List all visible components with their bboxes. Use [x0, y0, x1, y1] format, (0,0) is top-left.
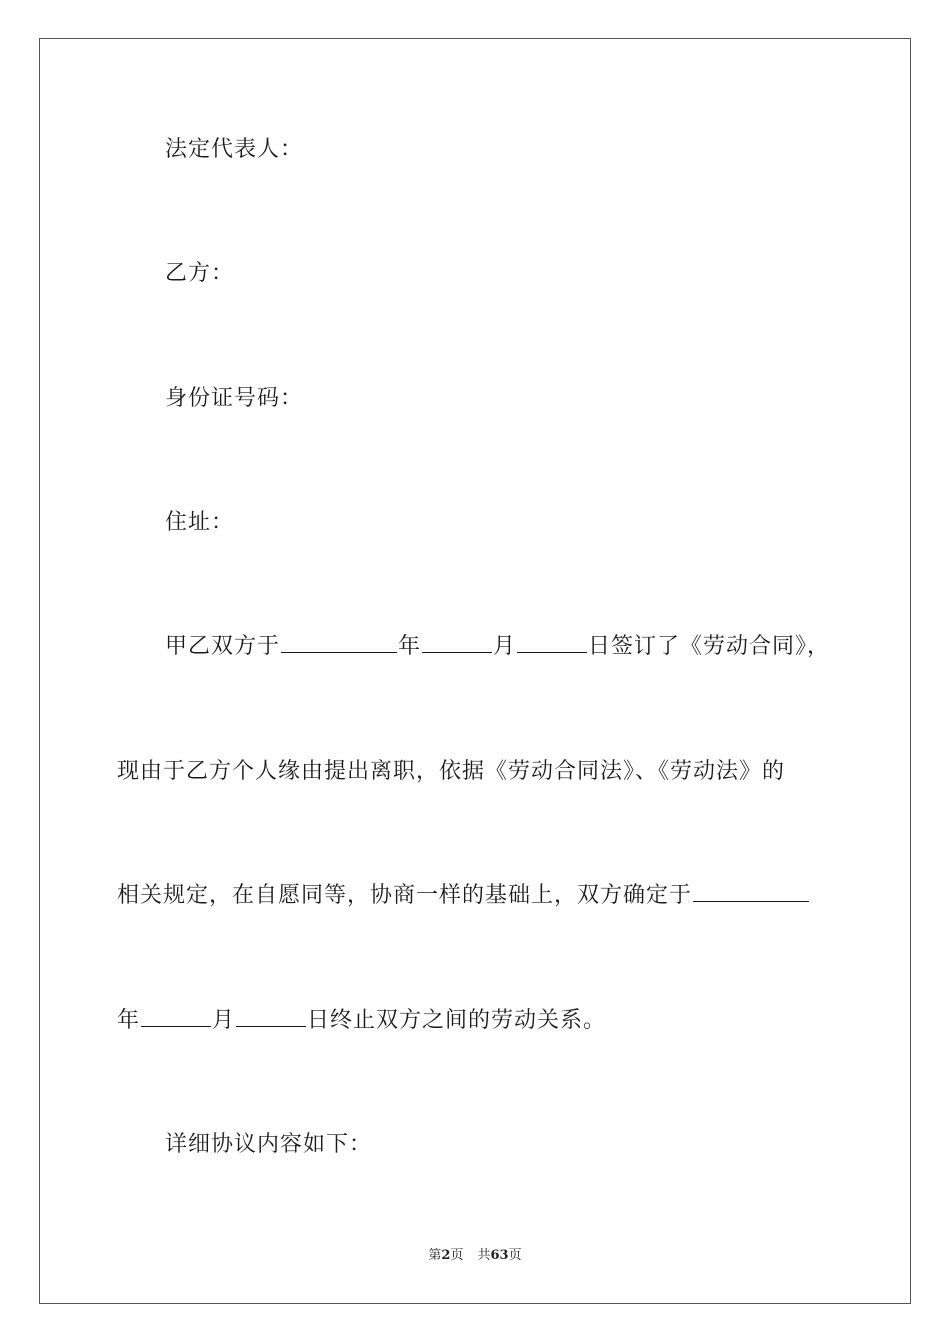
para-text: 日终止双方之间的劳动关系。	[307, 1008, 607, 1033]
para-text: 甲乙双方于	[165, 634, 281, 659]
address-label: 住址：	[165, 510, 235, 535]
blank-termination-day-field[interactable]	[236, 1006, 306, 1027]
footer-page-prefix: 第	[428, 1248, 442, 1263]
para-text: 年	[117, 1008, 141, 1033]
para-text: 月	[493, 634, 517, 659]
para-text: 相关规定，在自愿同等，协商一样的基础上，双方确定于	[117, 883, 693, 908]
blank-termination-month-field[interactable]	[141, 1006, 211, 1027]
para-text: 年	[398, 634, 422, 659]
footer-page-number: 2	[441, 1248, 451, 1263]
party-b-label: 乙方：	[165, 261, 235, 286]
footer-total-number: 63	[490, 1248, 509, 1263]
details-heading: 详细协议内容如下：	[165, 1132, 373, 1157]
footer-total-suffix: 页	[508, 1248, 522, 1263]
paragraph-line-4	[117, 1006, 837, 1036]
blank-termination-year-field[interactable]	[693, 881, 809, 902]
para-text: 月	[212, 1008, 236, 1033]
id-number-label: 身份证号码：	[165, 386, 304, 411]
page-footer	[0, 1247, 950, 1265]
footer-page-suffix: 页	[450, 1248, 464, 1263]
para-text: 日签订了《劳动合同》，	[588, 634, 831, 659]
legal-representative-label: 法定代表人：	[165, 137, 304, 162]
paragraph-line-2: 现由于乙方个人缘由提出离职，依据《劳动合同法》、《劳动法》的	[117, 759, 786, 784]
page-frame	[39, 38, 911, 1304]
footer-total-prefix: 共	[477, 1248, 491, 1263]
blank-year-field[interactable]	[281, 632, 397, 653]
blank-month-field[interactable]	[422, 632, 492, 653]
paragraph-line-3	[117, 881, 837, 911]
paragraph-line-1	[165, 632, 885, 662]
blank-day-field[interactable]	[517, 632, 587, 653]
